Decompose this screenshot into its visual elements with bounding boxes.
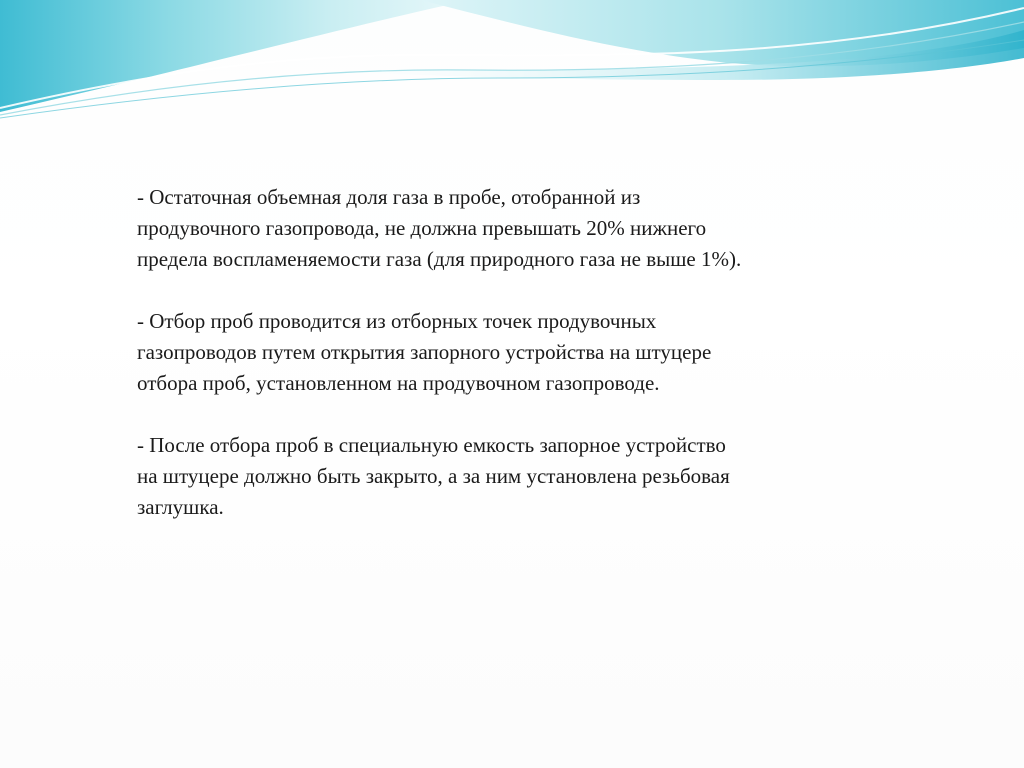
paragraph-line: продувочного газопровода, не должна превышать 20% нижнего	[137, 216, 707, 240]
paragraph-line: заглушка.	[137, 495, 224, 519]
paragraph-2	[137, 306, 897, 399]
paragraph-line: - Остаточная объемная доля газа в пробе, отобранной из	[137, 185, 641, 209]
paragraph-line: - После отбора проб в специальную емкость запорное устройство	[137, 433, 726, 457]
paragraph-line: - Отбор проб проводится из отборных точек продувочных	[137, 309, 657, 333]
paragraph-line: предела воспламеняемости газа (для природного газа не выше 1%).	[137, 247, 742, 271]
paragraph-line: отбора проб, установленном на продувочном газопроводе.	[137, 371, 660, 395]
paragraph-1	[137, 182, 897, 275]
decorative-wave-header	[0, 0, 1024, 130]
paragraph-line: на штуцере должно быть закрыто, а за ним установлена резьбовая	[137, 464, 730, 488]
body-text	[137, 182, 897, 523]
paragraph-3	[137, 430, 897, 523]
paragraph-line: газопроводов путем открытия запорного устройства на штуцере	[137, 340, 712, 364]
